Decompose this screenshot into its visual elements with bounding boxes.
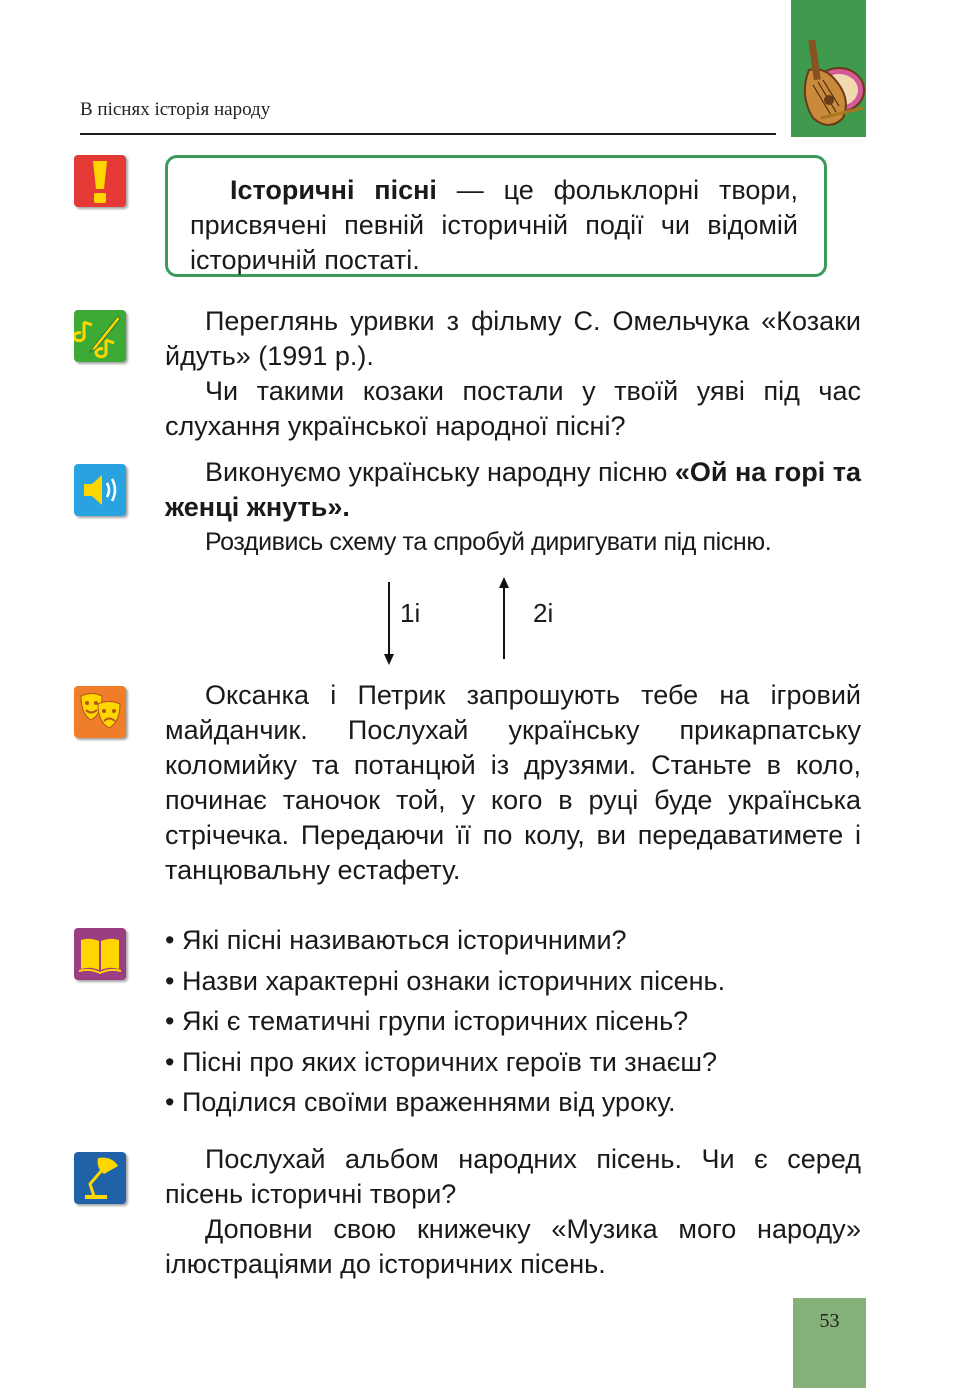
list-item: • Назви характерні ознаки історичних пісень.	[165, 961, 861, 1002]
film-task-line1: Переглянь уривки з фільму С. Омельчука «Козаки йдуть» (1991 р.).	[165, 306, 861, 371]
home-task-line2: Доповни свою книжечку «Музика мого народу» ілюстраціями до історичних пісень.	[165, 1214, 861, 1279]
definition-text	[190, 173, 798, 278]
list-item: • Які пісні називаються історичними?	[165, 920, 861, 961]
list-item: • Пісні про яких історичних героїв ти знаєш?	[165, 1042, 861, 1083]
desk-lamp-icon	[74, 1152, 126, 1204]
definition-box	[165, 155, 827, 277]
list-item: • Які є тематичні групи історичних пісень?	[165, 1001, 861, 1042]
bandura-drum-icon	[791, 0, 866, 137]
exclamation-icon	[74, 155, 126, 207]
dance-task-text: Оксанка і Петрик запрошують тебе на ігровий майданчик. Послухай українську прикарпатську коломийку та потанцюй із друзями. Станьте в коло, починає таночок той, у кого в руці буде українська стрічечка. Передаючи її по колу, ви передаватимете і танцювальну естафету.	[165, 680, 861, 885]
open-book-icon	[74, 928, 126, 980]
song-task	[165, 455, 861, 560]
song-title: «Ой на горі та женці жнуть».	[165, 457, 861, 522]
song-task-intro-text: Виконуємо українську народну пісню	[205, 457, 675, 487]
film-task-line2: Чи такими козаки постали у твоїй уяві під час слухання української народної пісні?	[165, 376, 861, 441]
list-item: • Поділися своїми враженнями від уроку.	[165, 1082, 861, 1123]
film-task	[165, 304, 861, 444]
beat2-label: 2і	[533, 598, 554, 628]
home-task	[165, 1142, 861, 1282]
running-header: В піснях історія народу	[80, 99, 271, 120]
definition-term: Історичні пісні	[230, 175, 437, 205]
home-task-line1: Послухай альбом народних пісень. Чи є серед пісень історичні твори?	[165, 1144, 861, 1209]
dance-task	[165, 678, 861, 888]
header-rule	[80, 133, 776, 135]
speaker-icon	[74, 464, 126, 516]
song-task-instruction: Роздивись схему та спробуй диригувати під пісню.	[205, 528, 772, 556]
beat1-label: 1і	[400, 598, 421, 628]
theatre-masks-icon	[74, 686, 126, 738]
definition-body: — це фольклорні твори, присвячені певній історичній події чи відомій історичній постаті.	[190, 175, 799, 275]
corner-tab	[791, 0, 866, 137]
music-notes-pen-icon	[74, 310, 126, 362]
question-list	[165, 920, 861, 1123]
song-task-intro	[165, 455, 861, 525]
page-number: 53	[819, 1310, 840, 1332]
